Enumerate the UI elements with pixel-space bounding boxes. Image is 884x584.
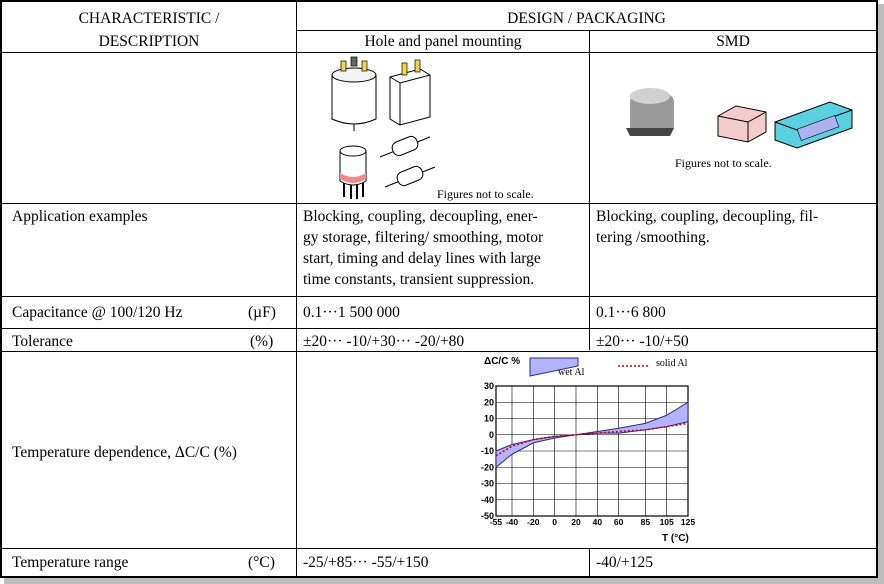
y-axis-label: ΔC/C % — [484, 356, 521, 367]
smd-can-capacitor-icon — [626, 88, 674, 136]
snap-in-capacitor-icon — [340, 146, 366, 199]
legend-solid-al-label: solid Al — [656, 358, 688, 369]
cell-application-hole-line: start, timing and delay lines with large — [303, 250, 541, 267]
grid-line — [2, 296, 876, 297]
table-shadow — [4, 578, 884, 584]
grid-line — [2, 203, 876, 204]
row-label-temp-dependence: Temperature dependence, ΔC/C (%) — [12, 444, 237, 461]
cell-capacitance-smd: 0.1···6 800 — [596, 304, 666, 321]
row-unit-tolerance: (%) — [250, 333, 274, 350]
row-label-tolerance: Tolerance — [12, 333, 73, 350]
y-tick-label: -40 — [480, 494, 494, 505]
header-hole-panel: Hole and panel mounting — [364, 33, 522, 50]
cell-tolerance-smd: ±20··· -10/+50 — [596, 333, 689, 350]
cell-application-hole-line: time constants, transient suppression. — [303, 271, 535, 288]
grid-line — [589, 548, 590, 576]
hole-mounting-figure — [320, 55, 570, 203]
box-capacitor-icon — [390, 60, 430, 125]
smd-figure — [620, 80, 860, 150]
cell-capacitance-hole: 0.1···1 500 000 — [303, 304, 400, 321]
x-tick-label: 0 — [552, 517, 558, 527]
y-tick-label: 20 — [483, 397, 494, 408]
x-tick-label: 85 — [640, 517, 651, 527]
x-tick-label: -20 — [527, 517, 540, 527]
header-characteristic: CHARACTERISTIC / — [78, 10, 220, 27]
grid-line — [296, 2, 297, 576]
y-tick-label: -30 — [480, 478, 494, 489]
smd-chip-capacitor-icon — [718, 106, 766, 142]
cell-application-smd-line: tering /smoothing. — [596, 229, 710, 246]
row-unit-capacitance: (µF) — [248, 304, 276, 321]
y-tick-label: 30 — [483, 381, 494, 391]
temperature-dependence-chart — [470, 354, 710, 546]
row-label-capacitance: Capacitance @ 100/120 Hz — [12, 304, 183, 321]
figures-note-hole: Figures not to scale. — [437, 187, 534, 201]
x-tick-label: 105 — [659, 517, 674, 527]
cell-temp-range-smd: -40/+125 — [596, 554, 653, 571]
header-description: DESCRIPTION — [98, 33, 200, 50]
grid-line — [589, 30, 590, 350]
cell-application-smd-line: Blocking, coupling, decoupling, fil- — [596, 208, 819, 225]
grid-line — [2, 328, 876, 329]
table-shadow — [878, 4, 884, 584]
row-unit-temp-range: (°C) — [248, 554, 275, 571]
header-smd: SMD — [716, 33, 750, 50]
y-tick-label: -50 — [480, 511, 494, 521]
legend-wet-al-label: wet Al — [558, 367, 585, 378]
header-design-packaging: DESIGN / PACKAGING — [507, 10, 666, 27]
radial-can-capacitor-icon — [332, 57, 376, 131]
grid-line — [2, 548, 876, 549]
x-tick-label: 20 — [571, 517, 581, 527]
cell-tolerance-hole: ±20··· -10/+30··· -20/+80 — [303, 333, 465, 350]
x-tick-label: 60 — [613, 517, 624, 527]
cell-application-hole-line: Blocking, coupling, decoupling, ener- — [303, 208, 538, 225]
row-label-application: Application examples — [12, 208, 148, 225]
y-tick-label: 0 — [488, 429, 494, 440]
x-tick-label: -55 — [489, 517, 503, 527]
x-tick-label: -40 — [505, 517, 519, 527]
y-tick-label: -20 — [480, 462, 494, 473]
x-tick-label: 125 — [680, 517, 696, 527]
cell-application-hole-line: gy storage, filtering/ smoothing, motor — [303, 229, 544, 246]
smd-tantalum-capacitor-icon — [775, 102, 852, 148]
cell-temp-range-hole: -25/+85··· -55/+150 — [303, 554, 429, 571]
y-tick-label: -10 — [480, 446, 494, 456]
x-tick-label: 40 — [592, 517, 603, 527]
grid-line — [2, 52, 876, 53]
row-label-temp-range: Temperature range — [12, 554, 129, 571]
axial-capacitor-icon — [380, 135, 435, 188]
x-axis-label: T (°C) — [662, 533, 689, 544]
y-tick-label: 10 — [483, 413, 494, 424]
figures-note-smd: Figures not to scale. — [675, 156, 772, 170]
